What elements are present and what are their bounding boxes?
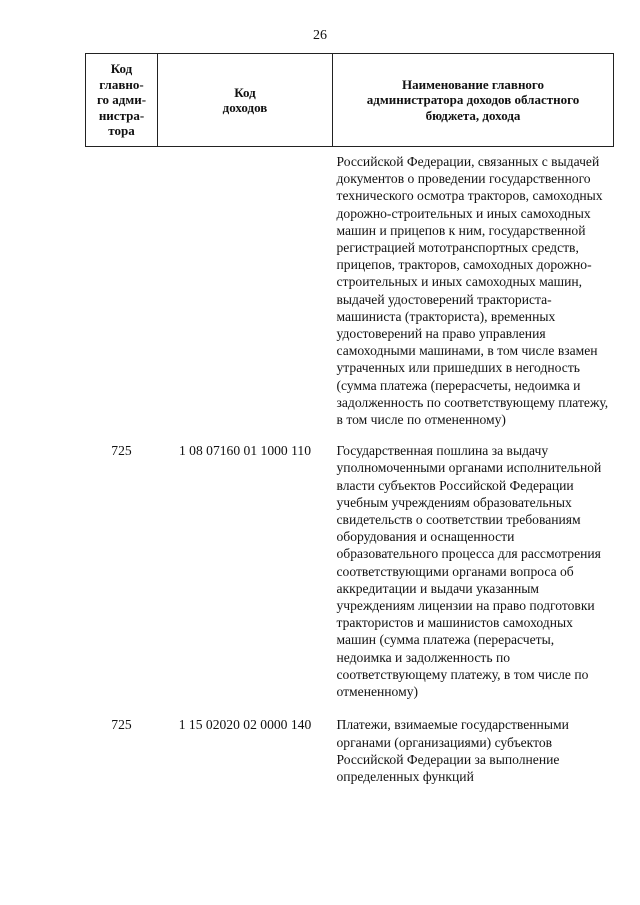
header-admin-code-line: го адми- [96, 92, 147, 108]
header-name [333, 54, 614, 147]
table-row [86, 147, 614, 429]
header-admin-code-line: тора [108, 123, 135, 139]
page-number: 26 [313, 28, 327, 43]
header-income-code [158, 54, 333, 147]
header-name-line: Наименование главного [401, 76, 545, 92]
header-name-line: администратора доходов областного [366, 92, 580, 108]
header-admin-code-line: Код [110, 61, 133, 77]
admin-code-cell [86, 147, 158, 429]
header-income-code-line: доходов [222, 100, 268, 115]
table-row [86, 700, 614, 785]
income-name-cell: Платежи, взимаемые государственными органами (организациями) субъектов Российской Федерации за выполнение определенных функций [336, 717, 569, 784]
income-name-cell: Российской Федерации, связанных с выдачей документов о проведении государственного технического осмотра тракторов, самоходных дорожно-строительных и иных самоходных машин и прицепов к ним, государственной регистрацией мототранспортных средств, прицепов, тракторов, самоходных дорожно-строительных и иных самоходных машин, выдачей удостоверений тракториста-машиниста (тракториста), временных удостоверений на право управления самоходными машинами, в том числе взамен утраченных или пришедших в негодность (сумма платежа (перерасчеты, недоимка и задолженность по соответствующему платежу, в том числе по отмененному) [336, 154, 609, 428]
header-admin-code [86, 54, 158, 147]
admin-code-cell: 725 [111, 443, 132, 459]
income-code-cell [158, 147, 333, 429]
income-code-cell: 1 08 07160 01 1000 110 [178, 443, 312, 459]
table-header [86, 54, 614, 147]
header-name-line: бюджета, дохода [425, 107, 521, 123]
header-income-code-line: Код [234, 84, 256, 100]
table-row [86, 428, 614, 700]
admin-code-cell: 725 [111, 717, 132, 733]
header-admin-code-line: главно- [99, 76, 144, 92]
income-code-cell: 1 15 02020 02 0000 140 [178, 717, 312, 733]
income-name-cell: Государственная пошлина за выдачу уполномоченными органами исполнительной власти субъектов Российской Федерации учебным учреждениям образовательных свидетельств о соответствии требованиям оборудования и оснащенности образовательного процесса для рассмотрения соответствующими органами вопроса об аккредитации и выдачи указанным учреждениям лицензии на право подготовки трактористов и машинистов самоходных машин (сумма платежа (перерасчеты, недоимка и задолженность по соответствующему платежу, в том числе по отмененному) [336, 443, 602, 700]
revenue-administrators-table [85, 53, 614, 785]
header-admin-code-line: нистра- [98, 107, 145, 123]
